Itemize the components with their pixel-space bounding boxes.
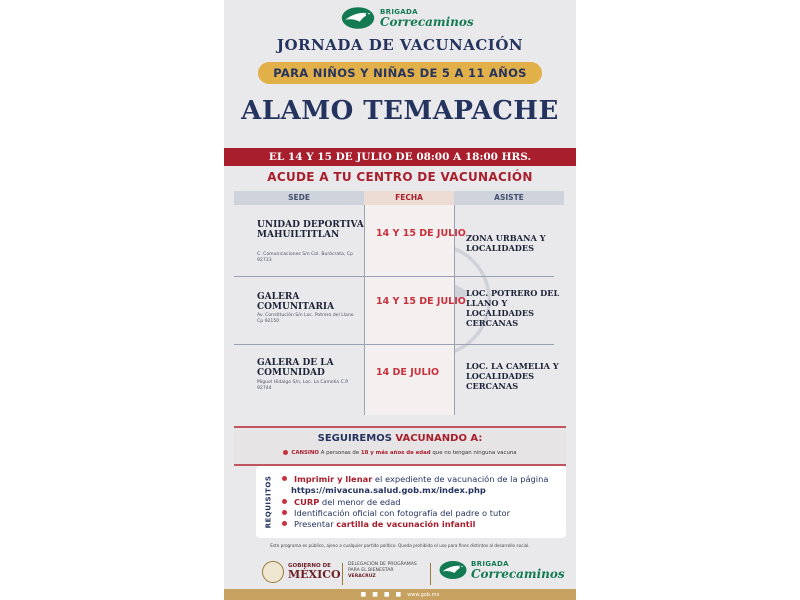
facebook-icon[interactable]: ■ <box>360 591 367 598</box>
seguiremos-age: 18 y más años de edad <box>360 450 431 456</box>
req4-text: Presentar <box>294 519 337 529</box>
section-heading: ACUDE A TU CENTRO DE VACUNACIÓN <box>267 170 533 184</box>
national-seal-icon <box>262 561 284 583</box>
footer-divider <box>342 563 343 585</box>
requirement-item <box>282 508 510 518</box>
venue-address: C. Comunicaciones S/n Col. Burócrata, Cp 92733 <box>257 252 353 263</box>
vaccination-poster <box>224 0 576 600</box>
venue-audience: LOC. POTRERO DEL LLANO Y LOCALIDADES CERCANAS <box>466 288 560 328</box>
date-banner: EL 14 Y 15 DE JULIO DE 08:00 A 18:00 HRS. <box>224 148 576 166</box>
venue-name: GALERA COMUNITARIA <box>257 292 335 312</box>
venue-address: Miguel Hidalgo S/n, Loc. La Camelia C.P. 92744 <box>257 380 349 391</box>
delegacion-text: DELEGACIÓN DE PROGRAMAS PARA EL BIENESTAR VERACRUZ <box>348 562 428 580</box>
gob-small-text: GOBIERNO DE <box>288 562 331 569</box>
venue-date: 14 DE JULIO <box>376 367 440 378</box>
twitter-icon[interactable]: ■ <box>372 591 378 598</box>
bullet-icon <box>282 521 287 526</box>
bullet-icon <box>282 499 287 504</box>
brand-name: Correcaminos <box>471 566 565 581</box>
req1-emphasis: Imprimir y llenar <box>294 474 373 484</box>
gobierno-mexico-logo <box>262 561 341 583</box>
venue-name: GALERA DE LA COMUNIDAD <box>257 358 334 378</box>
bullet-icon <box>282 476 287 481</box>
venue-name: UNIDAD DEPORTIVA MAHUILTITLAN <box>257 220 364 240</box>
seguiremos-line <box>234 450 566 456</box>
seguiremos-highlight: VACUNANDO A: <box>395 433 483 444</box>
req2-emphasis: CURP <box>294 497 320 507</box>
vaccination-url-link[interactable]: https://mivacuna.salud.gob.mx/index.php <box>291 485 486 495</box>
brigada-logo-footer <box>438 559 565 581</box>
city-name: ALAMO TEMAPACHE <box>241 96 559 126</box>
req1-text: el expediente de vacunación de la página <box>372 474 549 484</box>
poster-title: JORNADA DE VACUNACIÓN <box>276 36 524 54</box>
venue-date: 14 Y 15 DE JULIO <box>376 228 466 239</box>
requirement-item <box>282 474 548 484</box>
footer-divider <box>430 563 431 585</box>
brand-small-text: BRIGADA <box>471 559 509 568</box>
bullet-icon <box>283 450 288 455</box>
table-header <box>234 191 564 205</box>
youtube-icon[interactable]: ■ <box>395 591 402 598</box>
bullet-icon <box>282 510 287 515</box>
legal-disclaimer: Este programa es público, ajeno a cualquier partido político. Queda prohibido el uso para fines distintos al desarrollo social. <box>270 543 530 548</box>
req3-text: Identificación oficial con fotografía del padre o tutor <box>294 508 510 518</box>
social-bar <box>224 589 576 600</box>
venue-audience: ZONA URBANA Y LOCALIDADES <box>466 233 546 253</box>
header-sede: SEDE <box>288 193 310 202</box>
brigada-logo <box>340 4 474 32</box>
vaccine-brand: CANSINO <box>291 450 320 456</box>
header-fecha: FECHA <box>364 191 454 205</box>
website-link[interactable]: www.gob.mx <box>407 591 440 598</box>
req4-emphasis: cartilla de vacunación infantil <box>336 519 476 529</box>
roadrunner-icon <box>438 559 468 581</box>
seguiremos-text-c: que no tengan ninguna vacuna <box>430 450 517 456</box>
estado-text: VERACRUZ <box>348 574 376 579</box>
age-range-pill: PARA NIÑOS Y NIÑAS DE 5 A 11 AÑOS <box>258 62 542 84</box>
seguiremos-text-a: A personas de <box>319 450 361 456</box>
seguiremos-prefix: SEGUIREMOS <box>317 433 392 444</box>
venue-address: Av. Constitución S/n Loc. Potrero del Llano Cp 92150 <box>257 313 354 324</box>
requirements-label: REQUISITOS <box>264 475 273 529</box>
requirement-item <box>282 497 401 507</box>
row-divider <box>234 276 554 277</box>
venue-audience: LOC. LA CAMELIA Y LOCALIDADES CERCANAS <box>466 361 559 391</box>
roadrunner-icon <box>340 5 376 31</box>
footer-logos <box>224 553 576 589</box>
header-asiste: ASISTE <box>494 193 524 202</box>
venue-date: 14 Y 15 DE JULIO <box>376 296 466 307</box>
gob-country: MÉXICO <box>288 568 341 582</box>
brand-small-text: BRIGADA <box>380 7 418 16</box>
seguiremos-title <box>234 433 566 444</box>
brand-name: Correcaminos <box>380 14 474 29</box>
row-divider <box>234 344 554 345</box>
instagram-icon[interactable]: ■ <box>383 591 390 598</box>
requirement-item <box>282 519 475 529</box>
seguiremos-box <box>234 426 566 466</box>
req2-text: del menor de edad <box>319 497 401 507</box>
